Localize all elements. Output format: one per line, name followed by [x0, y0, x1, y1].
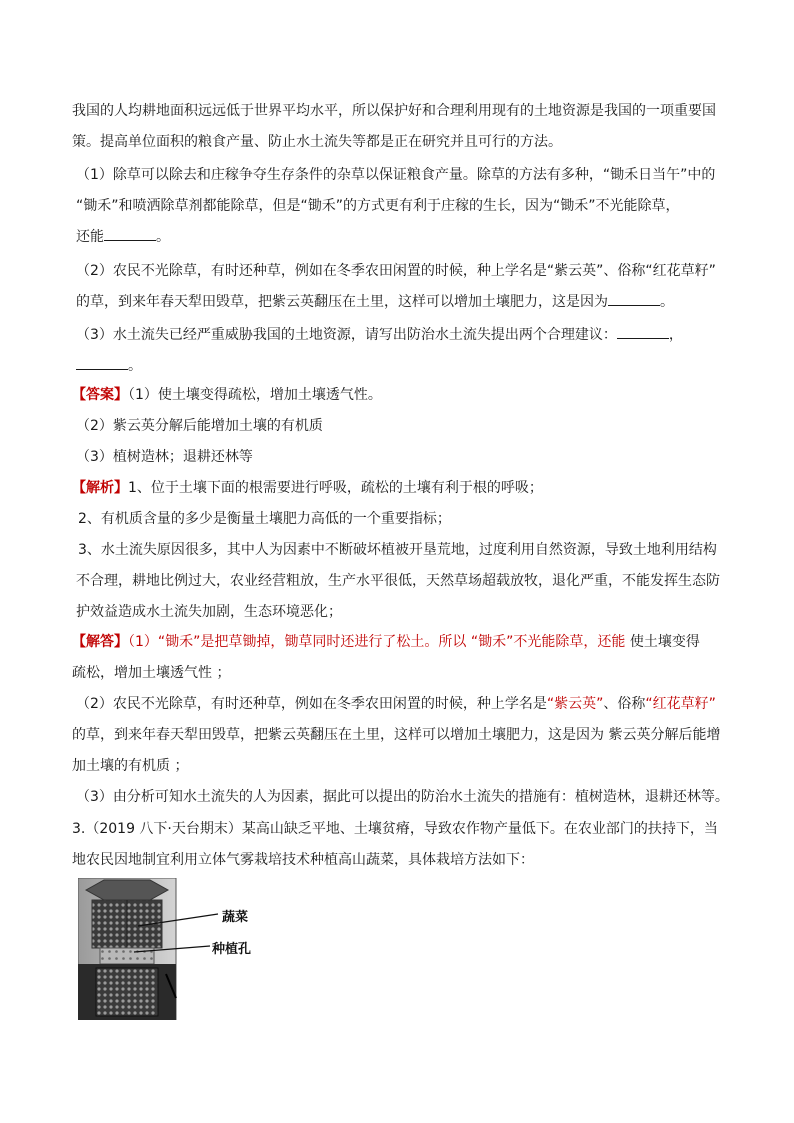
label-vegetable: 蔬菜	[222, 910, 249, 925]
solution-section	[72, 627, 736, 813]
q1-line-3	[76, 222, 740, 253]
q1-line-3-prefix: 还能	[76, 229, 104, 245]
solution-2-term-1: “紫云英”	[546, 696, 604, 712]
solution-1-line-1-red: （1）“锄禾”是把草锄掉，锄草同时还进行了松土。所以 “锄禾”不光能除草，还能	[128, 634, 626, 650]
q1-line-1: （1）除草可以除去和庄稼争夺生存条件的杂草以保证粮食产量。除草的方法有多种，“锄禾日当午”中的	[76, 167, 716, 183]
cultivation-figure	[78, 878, 288, 1020]
analysis-point-3-line-3: 护效益造成水土流失加剧，生态环境恶化；	[76, 604, 342, 620]
analysis-point-3-line-1: 3、水土流失原因很多，其中人为因素中不断破坏植被开垦荒地，过度利用自然资源，导致土地利用结构	[78, 542, 717, 558]
answer-1: （1）使土壤变得疏松，增加土壤透气性。	[128, 387, 382, 403]
label-planting-hole: 种植孔	[212, 942, 252, 957]
solution-1-line-2: 疏松，增加土壤透气性 ；	[72, 665, 231, 681]
intro-paragraph	[72, 96, 736, 158]
answer-tag: 【答案】	[72, 387, 128, 403]
q3-line-1-prefix: （3）水土流失已经严重威胁我国的土地资源，请写出防治水土流失提出两个合理建议：	[76, 327, 617, 343]
solution-tag: 【解答】	[72, 634, 128, 650]
question-3	[72, 320, 740, 382]
solution-2-line-3: 加土壤的有机质 ；	[72, 758, 189, 774]
intro-line-1: 我国的人均耕地面积远远低于世界平均水平，所以保护好和合理利用现有的土地资源是我国的一项重要国	[72, 103, 716, 119]
analysis-point-2: 2、有机质含量的多少是衡量土壤肥力高低的一个重要指标；	[78, 511, 451, 527]
q3-line-2-suffix: 。	[128, 358, 142, 374]
answer-2: （2）紫云英分解后能增加土壤的有机质	[76, 418, 323, 434]
q2-line-2-prefix: 的草，到来年春天犁田毁草，把紫云英翻压在土里，这样可以增加土壤肥力，这是因为	[76, 294, 608, 310]
answer-section	[72, 380, 736, 473]
solution-2-line-1-a: （2）农民不光除草，有时还种草，例如在冬季农田闲置的时候，种上学名是	[76, 696, 547, 712]
q3-line-2	[76, 351, 740, 382]
solution-2-term-2: “红花草籽”	[645, 696, 716, 712]
intro-line-2: 策。提高单位面积的粮食产量、防止水土流失等都是正在研究并且可行的方法。	[72, 134, 562, 150]
answer-blank	[608, 293, 660, 306]
q1-line-3-suffix: 。	[156, 229, 170, 245]
q2-line-1: （2）农民不光除草，有时还种草，例如在冬季农田闲置的时候，种上学名是“紫云英”、俗称“红花草籽”	[76, 263, 716, 279]
answer-3: （3）植树造林；退耕还林等	[76, 449, 253, 465]
solution-2-line-2: 的草，到来年春天犁田毁草，把紫云英翻压在土里，这样可以增加土壤肥力，这是因为 紫云英分解后能增	[72, 727, 721, 743]
question-1	[72, 160, 740, 253]
q2-line-2	[76, 287, 740, 318]
analysis-point-1: 1、位于土壤下面的根需要进行呼吸，疏松的土壤有利于根的呼吸；	[128, 480, 543, 496]
solution-2-line-1-b: 、俗称	[603, 696, 646, 712]
question-3-next	[72, 814, 736, 876]
analysis-section	[72, 473, 736, 628]
solution-1-line-1-black: 使土壤变得	[625, 634, 700, 650]
solution-3: （3）由分析可知水土流失的人为因素，据此可以提出的防治水土流失的措施有：植树造林，退耕还林等。	[76, 789, 729, 805]
answer-blank	[617, 326, 669, 339]
analysis-point-3-line-2: 不合理，耕地比例过大，农业经营粗放，生产水平很低，天然草场超载放牧，退化严重，不能发挥生态防	[76, 573, 720, 589]
q1-line-2: “锄禾”和喷洒除草剂都能除草，但是“锄禾”的方式更有利于庄稼的生长，因为“锄禾”不光能除草，	[76, 198, 680, 214]
q2-line-2-suffix: 。	[660, 294, 674, 310]
analysis-tag: 【解析】	[72, 480, 128, 496]
question-2	[72, 256, 740, 318]
answer-blank	[104, 228, 156, 241]
next-question-line-2: 地农民因地制宜利用立体气雾栽培技术种植高山蔬菜，具体栽培方法如下：	[72, 852, 534, 868]
cultivation-column-image	[78, 878, 288, 1020]
q3-line-1-suffix: ，	[668, 327, 683, 343]
q3-line-1	[76, 320, 740, 351]
next-question-line-1: 3.（2019 八下·天台期末）某高山缺乏平地、土壤贫瘠，导致农作物产量低下。在农业部门的扶持下，当	[72, 821, 718, 837]
answer-blank	[76, 357, 128, 370]
